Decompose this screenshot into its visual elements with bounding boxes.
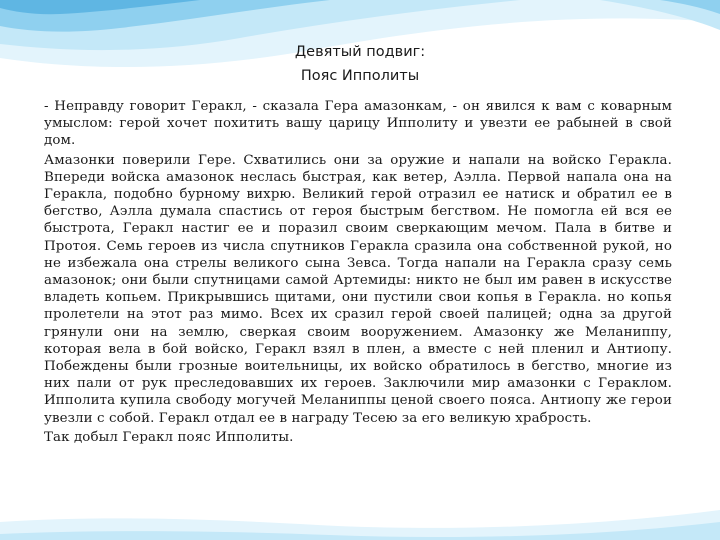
paragraph-1: - Неправду говорит Геракл, - сказала Гера амазонкам, - он явился к вам с коварным умыслом: герой хочет похитить вашу царицу Ипполиту и увезти ее рабыней в свой дом. (44, 99, 672, 149)
paragraph-2: Амазонки поверили Гере. Схватились они за оружие и напали на войско Геракла. Впереди войска амазонок неслась быстрая, как ветер, Аэлла. Первой напала она на Геракла, подобно бурному вихрю. Великий герой отразил ее натиск и обратил ее в бегство, Аэлла думала спастись от героя быстрым бегством. Не помогла ей вся ее быстрота, Геракл настиг ее и поразил своим сверкающим мечом. Пала в битве и Протоя. Семь героев из числа спутников Геракла сразила она собственной рукой, но не избежала она стрелы великого сына Зевса. Тогда напали на Геракла сразу семь амазонок; они были спутницами самой Артемиды: никто не был им равен в искусстве владеть копьем. Прикрывшись щитами, они пустили свои копья в Геракла. но копья пролетели на этот раз мимо. Всех их сразил герой своей палицей; одна за другой грянули они на землю, сверкая своим вооружением. Амазонку же Меланиппу, которая вела в бой войско, Геракл взял в плен, а вместе с ней пленил и Антиопу. Побеждены были грозные воительницы, их войско обратилось в бегство, многие из них пали от рук преследовавших их героев. Заключили мир амазонки с Гераклом. Ипполита купила свободу могучей Меланиппы ценой своего пояса. Антиопу же герои увезли с собой. Геракл отдал ее в награду Тесею за его великую храбрость. (44, 152, 672, 426)
body-text (44, 98, 672, 448)
title-line-2: Пояс Ипполиты (300, 68, 420, 84)
paragraph-3: Так добыл Геракл пояс Ипполиты. (44, 429, 294, 445)
slide-title (200, 40, 520, 88)
title-line-1: Девятый подвиг: (294, 44, 426, 60)
